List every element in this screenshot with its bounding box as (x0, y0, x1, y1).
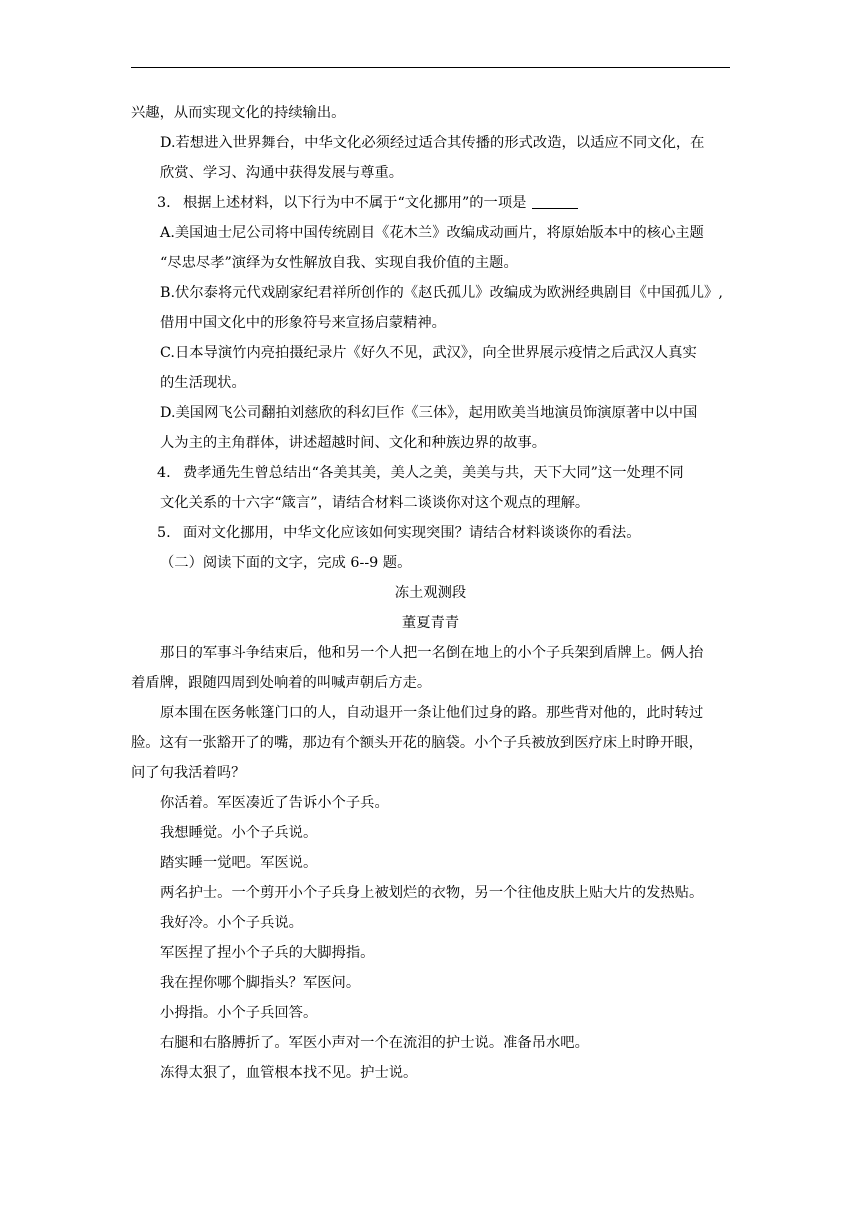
line-text: 右腿和右胳膊折了。军医小声对一个在流泪的护士说。准备吊水吧。 (160, 1035, 589, 1051)
paragraph-line (131, 638, 730, 668)
line-text: 两名护士。一个剪开小个子兵身上被划烂的衣物，另一个往他皮肤上贴大片的发热贴。 (160, 885, 704, 901)
line-text: 踏实睡一觉吧。军医说。 (160, 855, 318, 871)
line-text: 原本围在医务帐篷门口的人，自动退开一条让他们过身的路。那些背对他的，此时转过 (160, 705, 704, 721)
text-line (131, 368, 730, 398)
line-text: 我好冷。小个子兵说。 (160, 915, 303, 931)
question-text: 面对文化挪用，中华文化应该如何实现突围？请结合材料谈谈你的看法。 (183, 525, 641, 541)
line-text: 的生活现状。 (160, 375, 246, 391)
line-text: D.若想进入世界舞台，中华文化必须经过适合其传播的形式改造，以适应不同文化，在 (160, 135, 705, 151)
line-text: 那日的军事斗争结束后，他和另一个人把一名倒在地上的小个子兵架到盾牌上。俩人抬 (160, 645, 704, 661)
text-line (131, 668, 730, 698)
document-body (131, 98, 730, 1088)
line-text: C.日本导演竹内亮拍摄纪录片《好久不见，武汉》，向全世界展示疫情之后武汉人真实 (160, 345, 697, 361)
option-b-line (131, 278, 730, 308)
line-text: “尽忠尽孝”演绎为女性解放自我、实现自我价值的主题。 (160, 255, 518, 271)
line-text: 借用中国文化中的形象符号来宣扬启蒙精神。 (160, 315, 446, 331)
question-number: 5. (157, 525, 171, 541)
passage-author (131, 608, 730, 638)
paragraph-line (131, 908, 730, 938)
text-line (131, 158, 730, 188)
text-line (131, 758, 730, 788)
line-text: B.伏尔泰将元代戏剧家纪君祥所创作的《赵氏孤儿》改编成为欧洲经典剧目《中国孤儿》, (160, 285, 723, 301)
text-line (131, 488, 730, 518)
paragraph-line (131, 788, 730, 818)
line-text: 小拇指。小个子兵回答。 (160, 1005, 318, 1021)
line-text: 军医捏了捏小个子兵的大脚拇指。 (160, 945, 375, 961)
line-text: 我在捏你哪个脚指头？军医问。 (160, 975, 361, 991)
text-line (131, 308, 730, 338)
line-text: 你活着。军医凑近了告诉小个子兵。 (160, 795, 389, 811)
paragraph-line (131, 938, 730, 968)
line-text: 人为主的主角群体，讲述超越时间、文化和种族边界的故事。 (160, 435, 547, 451)
line-text: D.美国网飞公司翻拍刘慈欣的科幻巨作《三体》，起用欧美当地演员饰演原著中以中国 (160, 405, 698, 421)
line-text: 董夏青青 (401, 615, 460, 631)
paragraph-line (131, 998, 730, 1028)
question-5 (131, 518, 730, 548)
question-text: 费孝通先生曾总结出“各美其美，美人之美，美美与共，天下大同”这一处理不同 (183, 465, 684, 481)
text-line (131, 248, 730, 278)
question-number: 4. (157, 465, 171, 481)
line-text: A.美国迪士尼公司将中国传统剧目《花木兰》改编成动画片，将原始版本中的核心主题 (160, 225, 704, 241)
line-text: 冻得太狠了，血管根本找不见。护士说。 (160, 1065, 418, 1081)
paragraph-line (131, 1028, 730, 1058)
line-text: （二）阅读下面的文字，完成 6--9 题。 (160, 555, 412, 571)
text-line (131, 428, 730, 458)
line-text: 冻土观测段 (394, 585, 467, 601)
answer-blank[interactable] (532, 192, 578, 209)
text-line (131, 98, 730, 128)
line-text: 我想睡觉。小个子兵说。 (160, 825, 318, 841)
line-text: 着盾牌，跟随四周到处响着的叫喊声朝后方走。 (131, 675, 432, 691)
question-text: 根据上述材料，以下行为中不属于“文化挪用”的一项是 (183, 195, 527, 211)
paragraph-line (131, 1058, 730, 1088)
option-a-line (131, 218, 730, 248)
line-text: 兴趣，从而实现文化的持续输出。 (131, 105, 346, 121)
line-text: 欣赏、学习、沟通中获得发展与尊重。 (160, 165, 404, 181)
header-rule (131, 67, 730, 68)
line-text: 问了句我活着吗？ (131, 765, 246, 781)
question-4 (131, 458, 730, 488)
line-text: 脸。这有一张豁开了的嘴，那边有个额头开花的脑袋。小个子兵被放到医疗床上时睁开眼， (131, 735, 703, 751)
paragraph-line (131, 968, 730, 998)
question-number: 3. (157, 195, 171, 211)
line-text: 文化关系的十六字“箴言”，请结合材料二谈谈你对这个观点的理解。 (160, 495, 590, 511)
option-d-line (131, 128, 730, 158)
section-heading (131, 548, 730, 578)
option-c-line (131, 338, 730, 368)
paragraph-line (131, 848, 730, 878)
option-d-line (131, 398, 730, 428)
paragraph-line (131, 698, 730, 728)
text-line (131, 728, 730, 758)
question-3 (131, 188, 730, 218)
passage-title (131, 578, 730, 608)
paragraph-line (131, 818, 730, 848)
paragraph-line (131, 878, 730, 908)
